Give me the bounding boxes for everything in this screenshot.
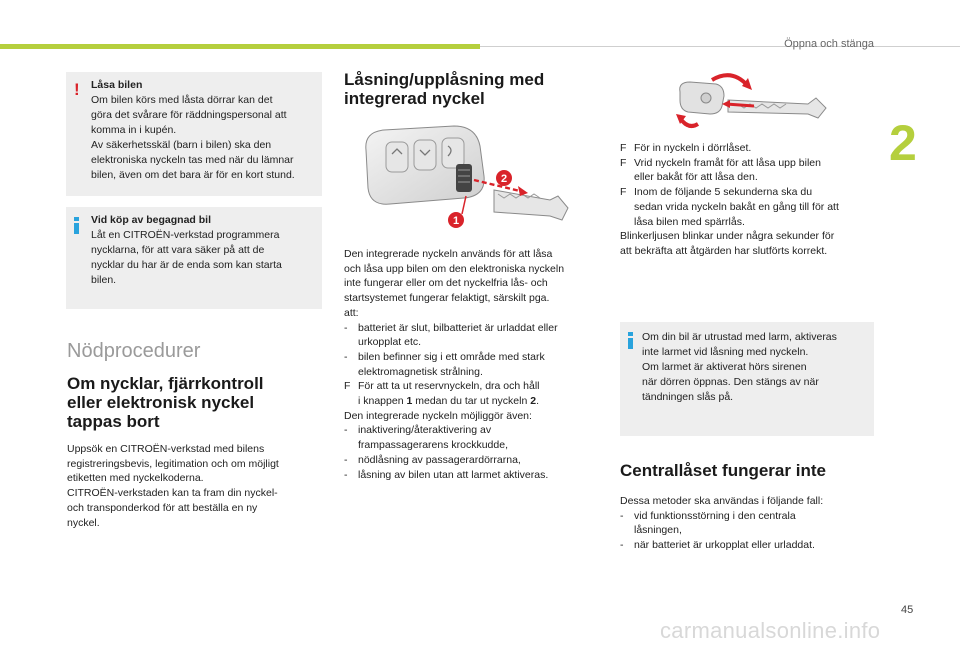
danger-note-line: bilen, även om det bara är för en kort stund. — [91, 169, 295, 181]
list-item: - när batteriet är urkopplat eller urladdat. — [620, 539, 815, 552]
alarm-info-box — [620, 322, 874, 436]
info-note-line: nycklarna, för att vara säker på att de — [91, 244, 265, 256]
key-lock-steps: F För in nyckeln i dörrlåset. F Vrid nyckeln framåt för att låsa upp bilen eller bakåt för att låsa den. F Inom de följande 5 sekunderna ska du sedan vrida nyckeln bakåt en gång till för att låsa bilen med spärrlås. Blinkerljusen blinkar under några sekunder för att bekräfta att åtgärden har slutförts korrekt. — [620, 141, 876, 259]
info-note-line: Om din bil är utrustad med larm, aktiveras — [642, 331, 837, 343]
page-number: 45 — [901, 604, 914, 616]
danger-note-line: Av säkerhetsskäl (barn i bilen) ska den — [91, 139, 272, 151]
danger-note-line: elektroniska nyckeln tas med när du lämnar — [91, 154, 294, 166]
danger-note-line: Om bilen körs med låsta dörrar kan det — [91, 94, 273, 106]
info-note-line: Om larmet är aktiverat hörs sirenen — [642, 361, 807, 373]
header-rule — [480, 46, 960, 47]
info-icon — [627, 332, 635, 349]
info-note-line: Låt en CITROËN-verkstad programmera — [91, 229, 280, 241]
central-lock-body: Dessa metoder ska användas i följande fall: - vid funktionsstörning i den centrala låsningen, - när batteriet är urkopplat eller urladdat. — [620, 494, 876, 553]
info-note-line: tändningen slås på. — [642, 391, 734, 403]
callout-1-label: 1 — [452, 215, 460, 227]
list-item: - inaktivering/återaktivering av — [344, 424, 492, 437]
list-item: - nödlåsning av passagerardörrarna, — [344, 453, 521, 466]
list-item: F För att ta ut reservnyckeln, dra och håll — [344, 380, 540, 393]
list-item: - bilen befinner sig i ett område med stark — [344, 350, 545, 363]
heading-lost-keys: Om nycklar, fjärrkontroll eller elektronisk nyckel tappas bort — [67, 374, 264, 431]
callout-2-label: 2 — [500, 173, 508, 185]
key-fob-illustration — [344, 116, 594, 241]
danger-note-box — [66, 72, 322, 196]
list-item: - låsning av bilen utan att larmet aktiveras. — [344, 468, 549, 481]
section-title: Nödprocedurer — [67, 340, 201, 362]
warning-icon: ! — [74, 80, 80, 99]
list-item: - vid funktionsstörning i den centrala — [620, 509, 796, 522]
chapter-title: Öppna och stänga — [784, 38, 874, 50]
info-note-line: inte larmet vid låsning med nyckeln. — [642, 346, 809, 358]
info-note-line: när dörren öppnas. Den stängs av när — [642, 376, 819, 388]
list-item: F Vrid nyckeln framåt för att låsa upp bilen — [620, 156, 821, 169]
integrated-key-body: Den integrerade nyckeln används för att låsa och låsa upp bilen om den elektroniska nyckeln inte fungerar eller om det nyckelfria lås- och startsystemet fungerar felaktigt, särskilt pga. att: - batteriet är slut, bilbatteriet är urladdat eller urkopplat etc. - bilen befinner sig i ett område med stark elektromagnetisk strålning. F För att ta ut reservnyckeln, dra och håll i knappen 1 medan du tar ut nyckeln 2. Den integrerade nyckeln möjliggör även: - inaktivering/återaktivering av frampassagerarens krockkudde, - nödlåsning av passagerardörrarna, - låsning av bilen utan att larmet aktiveras. — [344, 247, 606, 482]
watermark: carmanualsonline.info — [660, 618, 881, 643]
lost-keys-body: Uppsök en CITROËN-verkstad med bilens registreringsbevis, legitimation och om möjligt etiketten med nyckelkoderna. CITROËN-verkstaden kan ta fram din nyckel- och transponderkod för att beställa en ny nyckel. — [67, 443, 279, 529]
info-note-box — [66, 207, 322, 309]
key-turn-illustration — [668, 70, 838, 140]
info-note-line: nycklar du har är de enda som kan starta — [91, 259, 282, 271]
danger-note-line: göra det svårare för räddningspersonal att — [91, 109, 287, 121]
heading-central-lock: Centrallåset fungerar inte — [620, 461, 826, 480]
info-note-title: Vid köp av begagnad bil — [91, 214, 211, 226]
accent-bar — [0, 44, 480, 49]
chapter-number: 2 — [889, 115, 917, 171]
list-item: - batteriet är slut, bilbatteriet är urladdat eller — [344, 321, 558, 334]
heading-integrated-key: Låsning/upplåsning med integrerad nyckel — [344, 70, 545, 108]
list-item: F Inom de följande 5 sekunderna ska du — [620, 186, 813, 199]
list-item: F För in nyckeln i dörrlåset. — [620, 142, 752, 154]
danger-note-line: komma in i kupén. — [91, 124, 177, 136]
danger-note-title: Låsa bilen — [91, 79, 143, 91]
info-note-line: bilen. — [91, 274, 117, 286]
info-icon — [73, 217, 81, 234]
